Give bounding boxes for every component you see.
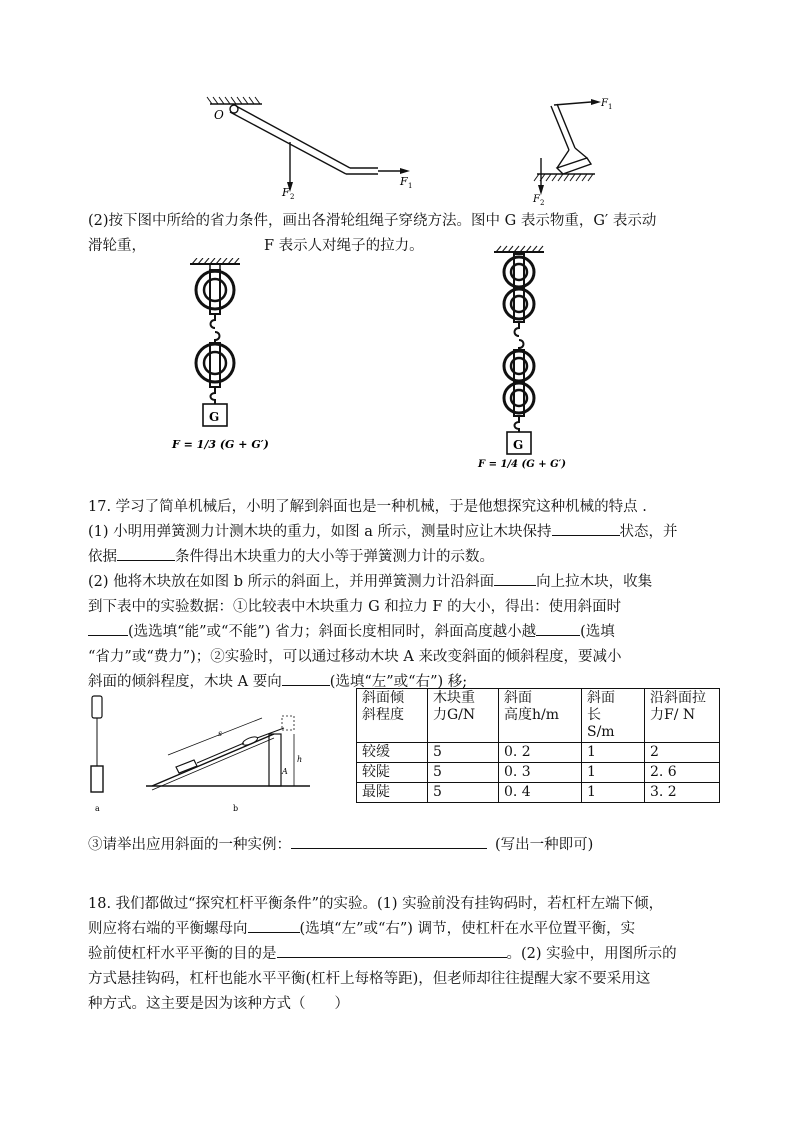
table-cell: 较陡 — [357, 763, 428, 783]
table-header-cell: 木块重 力G/N — [428, 689, 499, 743]
table-cell: 较缓 — [357, 743, 428, 763]
q17-line2b: 状态，并 — [619, 524, 678, 540]
table-cell: 5 — [428, 783, 499, 803]
q17-line5: 到下表中的实验数据：①比较表中木块重力 G 和拉力 F 的大小，得出：使用斜面时 — [88, 599, 622, 615]
weight-g-left: G — [209, 410, 220, 424]
formula-left: F = 1/3 (G + G′) — [172, 438, 269, 451]
q17-line3 — [88, 546, 494, 568]
q16-part2-line2 — [88, 235, 424, 257]
q17-line4b: 向上拉木块，收集 — [536, 574, 653, 590]
table-cell: 5 — [428, 743, 499, 763]
table-header-cell: 斜面倾 斜程度 — [357, 689, 428, 743]
table-header-cell: 斜面 高度h/m — [499, 689, 582, 743]
answer-blank-direction[interactable] — [494, 571, 536, 586]
q18-line1: 18. 我们都做过“探究杠杆平衡条件”的实验。(1) 实验前没有挂钩码时，若杠杆左端下倾， — [88, 896, 664, 912]
lever-figure-left — [190, 92, 430, 202]
answer-blank-saving[interactable] — [536, 621, 580, 636]
lever-figure-right — [525, 92, 635, 207]
q17-line4a: (2) 他将木块放在如图 b 所示的斜面上，并用弹簧测力计沿斜面 — [88, 574, 495, 590]
q17-line3b: 条件得出木块重力的大小等于弹簧测力计的示数。 — [175, 549, 494, 565]
weight-g-right: G — [513, 438, 524, 452]
table-row — [357, 743, 720, 763]
q18-line4: 方式悬挂钩码，杠杆也能水平平衡(杠杆上每格等距)，但老师却往往提醒大家不要采用这 — [88, 971, 651, 987]
incline-s-label: s — [218, 729, 223, 738]
f1-sub: 1 — [408, 182, 413, 190]
f1-label-right: F — [601, 98, 608, 109]
table-cell: 2 — [645, 743, 720, 763]
table-cell: 1 — [582, 743, 645, 763]
pivot-label: O — [214, 108, 224, 122]
fig-a-label: a — [95, 804, 100, 813]
table-cell: 最陡 — [357, 783, 428, 803]
f2-sub: 2 — [290, 193, 295, 201]
block-a-label: A — [282, 767, 288, 776]
incline-figures — [84, 694, 324, 819]
table-row — [357, 783, 720, 803]
q17-line3a: 依据 — [88, 549, 117, 565]
answer-blank-move-direction[interactable] — [282, 671, 330, 686]
f1-label: F — [400, 175, 408, 188]
q17-line1: 17. 学习了简单机械后，小明了解到斜面也是一种机械，于是他想探究这种机械的特点 . — [88, 499, 647, 515]
q17-line9 — [88, 834, 593, 856]
q17-line8a: 斜面的倾斜程度，木块 A 要向 — [88, 674, 282, 690]
q17-line7: “省力”或“费力”)；②实验时，可以通过移动木块 A 来改变斜面的倾斜程度，要减小 — [88, 649, 622, 665]
q18-line2b: (选填“左”或“右”) 调节，使杠杆在水平位置平衡，实 — [299, 921, 636, 937]
q18-line3b: 。(2) 实验中，用图所示的 — [506, 946, 677, 962]
table-cell: 1 — [582, 783, 645, 803]
q17-line8b: (选填“左”或“右”) 移; — [329, 674, 468, 690]
fig-b-label: b — [233, 804, 239, 813]
q17-line9b: (写出一种即可) — [495, 837, 594, 853]
table-cell: 1 — [582, 763, 645, 783]
pulley-system-right — [474, 244, 584, 474]
table-row — [357, 763, 720, 783]
table-cell: 5 — [428, 763, 499, 783]
q17-line2 — [88, 521, 678, 543]
table-header-cell: 斜面 长 S/m — [582, 689, 645, 743]
table-header-cell: 沿斜面拉 力F/ N — [645, 689, 720, 743]
q17-line6a: (选选填“能”或“不能”) 省力；斜面长度相同时，斜面高度越小越 — [128, 624, 537, 640]
answer-blank-condition[interactable] — [117, 546, 175, 561]
q17-line2a: (1) 小明用弹簧测力计测木块的重力，如图 a 所示，测量时应让木块保持 — [88, 524, 552, 540]
pulley-system-left — [168, 258, 278, 458]
f2-label-right: F — [533, 194, 540, 205]
table-cell: 0. 2 — [499, 743, 582, 763]
incline-h-label: h — [297, 755, 303, 764]
f2-label: F — [282, 186, 290, 199]
q17-line4 — [88, 571, 652, 593]
f1-sub-right: 1 — [608, 103, 613, 111]
answer-blank-purpose[interactable] — [277, 943, 507, 958]
q17-line9a: ③请举出应用斜面的一种实例： — [88, 837, 291, 853]
answer-blank-nut-direction[interactable] — [248, 918, 300, 933]
q18-line5: 种方式。这主要是因为该种方式（ ） — [88, 996, 349, 1012]
table-cell: 0. 4 — [499, 783, 582, 803]
q16-part2-line2b: F 表示人对绳子的拉力。 — [264, 238, 424, 254]
formula-right: F = 1/4 (G + G′) — [478, 459, 567, 470]
table-cell: 3. 2 — [645, 783, 720, 803]
answer-blank-can-save-force[interactable] — [88, 621, 128, 636]
q16-part2-line1: (2)按下图中所给的省力条件，画出各滑轮组绳子穿绕方法。图中 G 表示物重，G′ 表示动 — [88, 213, 657, 229]
q17-line6b: (选填 — [580, 624, 615, 640]
q18-line2a: 则应将右端的平衡螺母向 — [88, 921, 248, 937]
answer-blank-state[interactable] — [552, 521, 620, 536]
q16-part2-line2a: 滑轮重， — [88, 238, 146, 254]
answer-blank-example[interactable] — [291, 834, 487, 849]
q18-line3 — [88, 943, 677, 965]
table-cell: 2. 6 — [645, 763, 720, 783]
q18-line3a: 验前使杠杆水平平衡的目的是 — [88, 946, 277, 962]
table-cell: 0. 3 — [499, 763, 582, 783]
q18-line2 — [88, 918, 635, 940]
q17-line6 — [88, 621, 615, 643]
experiment-table — [356, 688, 720, 803]
f2-sub-right: 2 — [540, 199, 545, 207]
table-header-row — [357, 689, 720, 743]
